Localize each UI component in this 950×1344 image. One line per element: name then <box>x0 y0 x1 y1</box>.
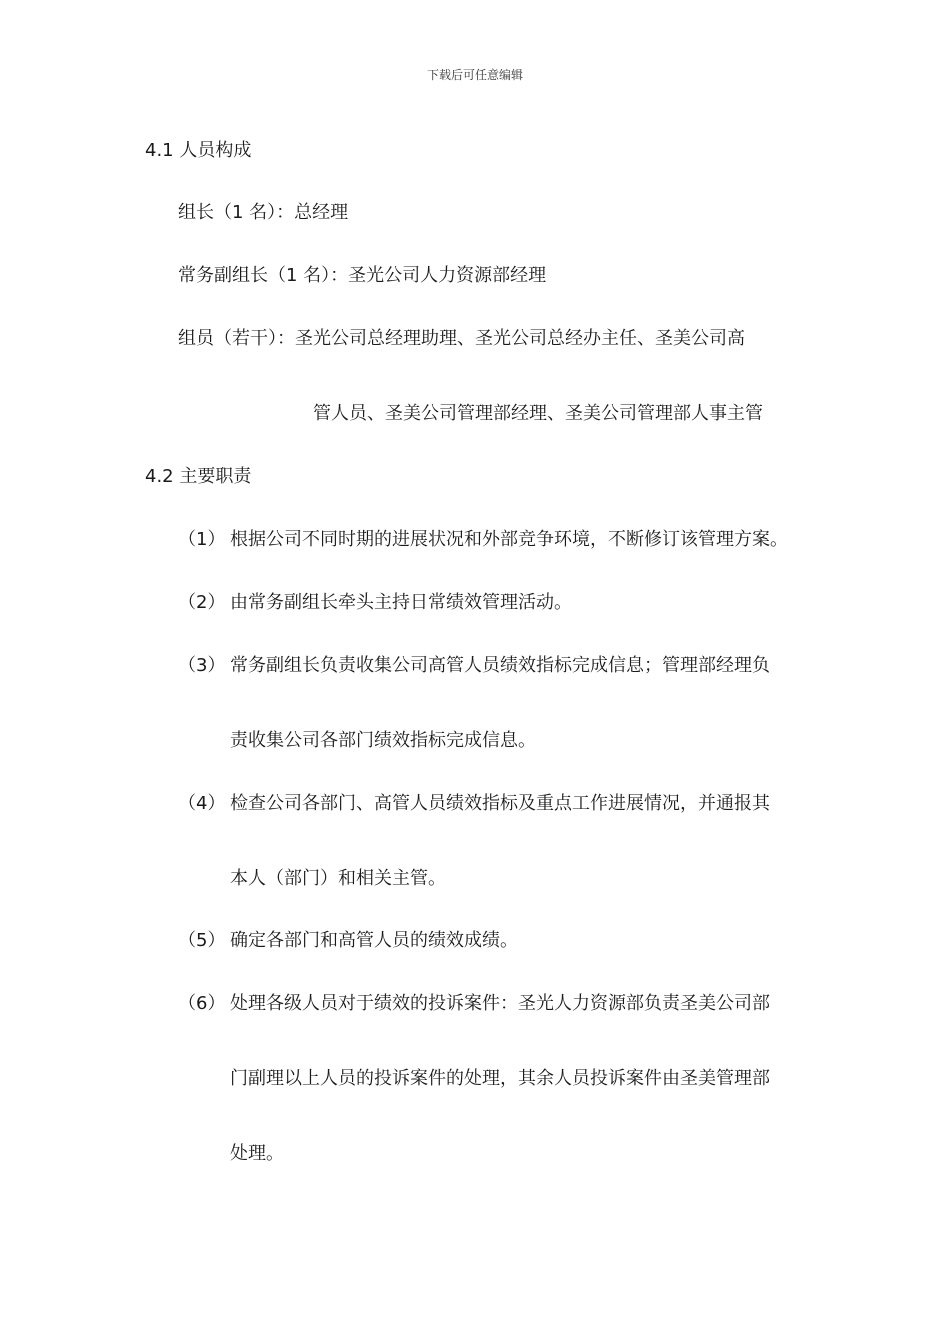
members-line-1: 组员（若干）：圣光公司总经理助理、圣光公司总经办主任、圣美公司高 <box>178 328 745 349</box>
list-item-number: （3） <box>178 655 226 676</box>
header-note: 下载后可任意编辑 <box>426 68 523 82</box>
deputy-leader-line: 常务副组长（1 名）：圣光公司人力资源部经理 <box>178 265 547 286</box>
list-item-number: （6） <box>178 993 226 1014</box>
list-item-text: 处理。 <box>230 1143 284 1164</box>
list-item-text: 由常务副组长牵头主持日常绩效管理活动。 <box>230 592 572 613</box>
list-item-text: 门副理以上人员的投诉案件的处理，其余人员投诉案件由圣美管理部 <box>230 1068 770 1089</box>
list-item-text: 确定各部门和高管人员的绩效成绩。 <box>230 930 518 951</box>
list-item-text: 检查公司各部门、高管人员绩效指标及重点工作进展情况，并通报其 <box>230 793 770 814</box>
list-item-number: （5） <box>178 930 226 951</box>
section-heading-4-1: 4.1 人员构成 <box>145 140 252 161</box>
list-item-number: （4） <box>178 793 226 814</box>
list-item-number: （1） <box>178 529 226 550</box>
leader-line: 组长（1 名）：总经理 <box>178 202 349 223</box>
list-item-number: （2） <box>178 592 226 613</box>
list-item-text: 责收集公司各部门绩效指标完成信息。 <box>230 730 536 751</box>
list-item-text: 根据公司不同时期的进展状况和外部竞争环境，不断修订该管理方案。 <box>230 529 788 550</box>
list-item-text: 处理各级人员对于绩效的投诉案件：圣光人力资源部负责圣美公司部 <box>230 993 770 1014</box>
list-item-text: 常务副组长负责收集公司高管人员绩效指标完成信息；管理部经理负 <box>230 655 770 676</box>
section-heading-4-2: 4.2 主要职责 <box>145 466 252 487</box>
members-line-2: 管人员、圣美公司管理部经理、圣美公司管理部人事主管 <box>313 403 763 424</box>
list-item-text: 本人（部门）和相关主管。 <box>230 868 446 889</box>
